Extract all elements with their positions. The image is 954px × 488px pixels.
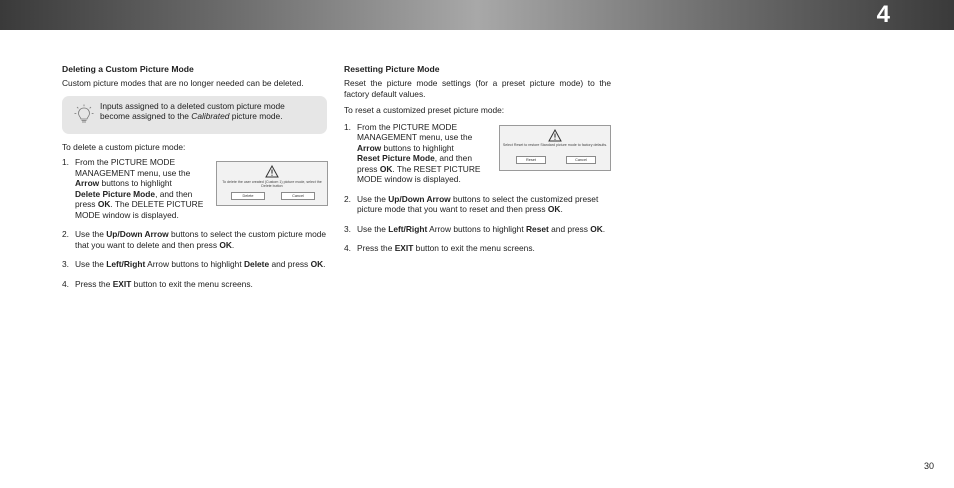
chapter-number: 4 (876, 1, 890, 28)
section-intro: Reset the picture mode settings (for a preset picture mode) to the factory default values. (344, 78, 611, 99)
list-item: 1. From the PICTURE MODE MANAGEMENT menu, use the Arrow buttons to highlight Reset Picture Mode, and then press OK. The RESET PICTURE MODE window is displayed. (344, 121, 481, 184)
section-intro: Custom picture modes that are no longer needed can be deleted. (62, 78, 304, 88)
delete-picture-mode-dialog (216, 161, 328, 206)
list-item: 2. Use the Up/Down Arrow buttons to select the customized preset picture mode that you want to reset and then press OK. (344, 193, 599, 214)
cancel-button[interactable]: Cancel (281, 192, 315, 200)
chapter-header-bar (0, 0, 954, 30)
list-item: 3. Use the Left/Right Arrow buttons to highlight Reset and press OK. (344, 223, 606, 234)
list-item: 1. From the PICTURE MODE MANAGEMENT menu, use the Arrow buttons to highlight Delete Picture Mode, and then press OK. The DELETE PICTURE MODE window is displayed. (62, 157, 204, 220)
dialog-message: To delete the user created (Custom 1) picture mode, select the Delete button (222, 180, 322, 189)
list-item: 3. Use the Left/Right Arrow buttons to highlight Delete and press OK. (62, 259, 326, 269)
note-text: Inputs assigned to a deleted custom picture mode become assigned to the Calibrated picture mode. (100, 100, 285, 121)
page-number: 30 (924, 461, 935, 471)
procedure-lead: To reset a customized preset picture mode: (344, 105, 505, 115)
reset-button[interactable]: Reset (516, 156, 546, 164)
list-item: 4. Press the EXIT button to exit the menu screens. (344, 243, 535, 253)
list-item: 4. Press the EXIT button to exit the menu screens. (62, 278, 253, 289)
section-heading: Deleting a Custom Picture Mode (62, 64, 194, 74)
warning-icon (265, 165, 279, 178)
reset-picture-mode-dialog (499, 125, 611, 171)
cancel-button[interactable]: Cancel (566, 156, 596, 164)
warning-icon (548, 129, 562, 142)
list-item: 2. Use the Up/Down Arrow buttons to select the custom picture mode that you want to delete and then press OK. (62, 229, 327, 250)
delete-button[interactable]: Delete (231, 192, 265, 200)
section-heading: Resetting Picture Mode (344, 64, 440, 74)
procedure-lead: To delete a custom picture mode: (62, 141, 186, 152)
dialog-message: Select Reset to restore Standard picture mode to factory defaults. (502, 143, 608, 147)
lightbulb-icon (74, 104, 94, 126)
note-box (62, 96, 327, 134)
